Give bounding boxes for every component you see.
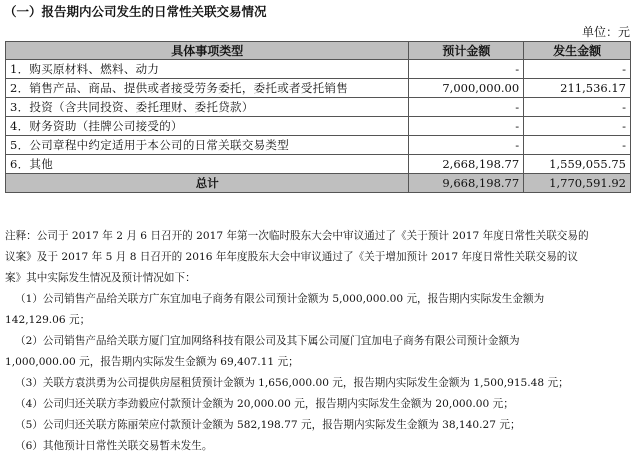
header-actual: 发生金额 <box>524 42 631 60</box>
table-row <box>6 136 631 155</box>
row-estimate: - <box>409 98 524 117</box>
note-line: （3）关联方袁洪勇为公司提供房屋租赁预计金额为 1,656,000.00 元，报告期内实际发生金额为 1,500,915.48 元； <box>15 377 569 389</box>
table-row <box>6 117 631 136</box>
row-item: 4．财务资助（挂牌公司接受的） <box>6 117 409 136</box>
table-header-row <box>6 42 631 60</box>
row-actual: 1,559,055.75 <box>524 155 631 174</box>
row-item: 6．其他 <box>6 155 409 174</box>
note-line: （2）公司销售产品给关联方厦门宜加网络科技有限公司及其下属公司厦门宜加电子商务有限公司预计金额为 <box>15 335 520 347</box>
total-estimate: 9,668,198.77 <box>409 174 524 193</box>
note-line: 注释：公司于 2017 年 2 月 6 日召开的 2017 年第一次临时股东大会中审议通过了《关于预计 2017 年度日常性关联交易的 <box>5 230 589 242</box>
row-actual: - <box>524 98 631 117</box>
row-estimate: - <box>409 117 524 136</box>
row-actual: - <box>524 136 631 155</box>
total-actual: 1,770,591.92 <box>524 174 631 193</box>
notes-section <box>5 226 633 457</box>
header-estimate: 预计金额 <box>409 42 524 60</box>
total-row <box>6 174 631 193</box>
related-transactions-table <box>5 41 631 193</box>
note-line: 案》其中实际发生情况及预计情况如下： <box>5 272 196 284</box>
total-label: 总计 <box>6 174 409 193</box>
note-line: 议案》及于 2017 年 5 月 8 日召开的 2016 年年度股东大会中审议通过了《关于增加预计 2017 年度日常性关联交易的议 <box>5 251 578 263</box>
note-line: （6）其他预计日常性关联交易暂未发生。 <box>15 440 213 452</box>
unit-label: 单位：元 <box>581 25 630 39</box>
note-line: （1）公司销售产品给关联方广东宜加电子商务有限公司预计金额为 5,000,000.00 元，报告期内实际发生金额为 <box>15 293 545 305</box>
header-item-type: 具体事项类型 <box>6 42 409 60</box>
note-line: 1,000,000.00 元，报告期内实际发生金额为 69,407.11 元； <box>5 356 299 368</box>
row-actual: - <box>524 117 631 136</box>
section-heading: （一）报告期内公司发生的日常性关联交易情况 <box>4 4 267 19</box>
table-row <box>6 98 631 117</box>
table-row <box>6 155 631 174</box>
row-estimate: - <box>409 60 524 79</box>
note-line: （5）公司归还关联方陈丽荣应付款预计金额为 582,198.77 元，报告期内实际发生金额为 38,140.27 元； <box>15 419 521 431</box>
row-estimate: - <box>409 136 524 155</box>
row-estimate: 7,000,000.00 <box>409 79 524 98</box>
row-item: 2．销售产品、商品、提供或者接受劳务委托，委托或者受托销售 <box>6 79 409 98</box>
note-line: （4）公司归还关联方李劲毅应付款预计金额为 20,000.00 元，报告期内实际发生金额为 20,000.00 元； <box>15 398 514 410</box>
table-row <box>6 79 631 98</box>
note-line: 142,129.06 元； <box>5 314 91 326</box>
table-row <box>6 60 631 79</box>
row-item: 1．购买原材料、燃料、动力 <box>6 60 409 79</box>
row-item: 5．公司章程中约定适用于本公司的日常关联交易类型 <box>6 136 409 155</box>
row-actual: - <box>524 60 631 79</box>
row-estimate: 2,668,198.77 <box>409 155 524 174</box>
row-item: 3．投资（含共同投资、委托理财、委托贷款） <box>6 98 409 117</box>
row-actual: 211,536.17 <box>524 79 631 98</box>
